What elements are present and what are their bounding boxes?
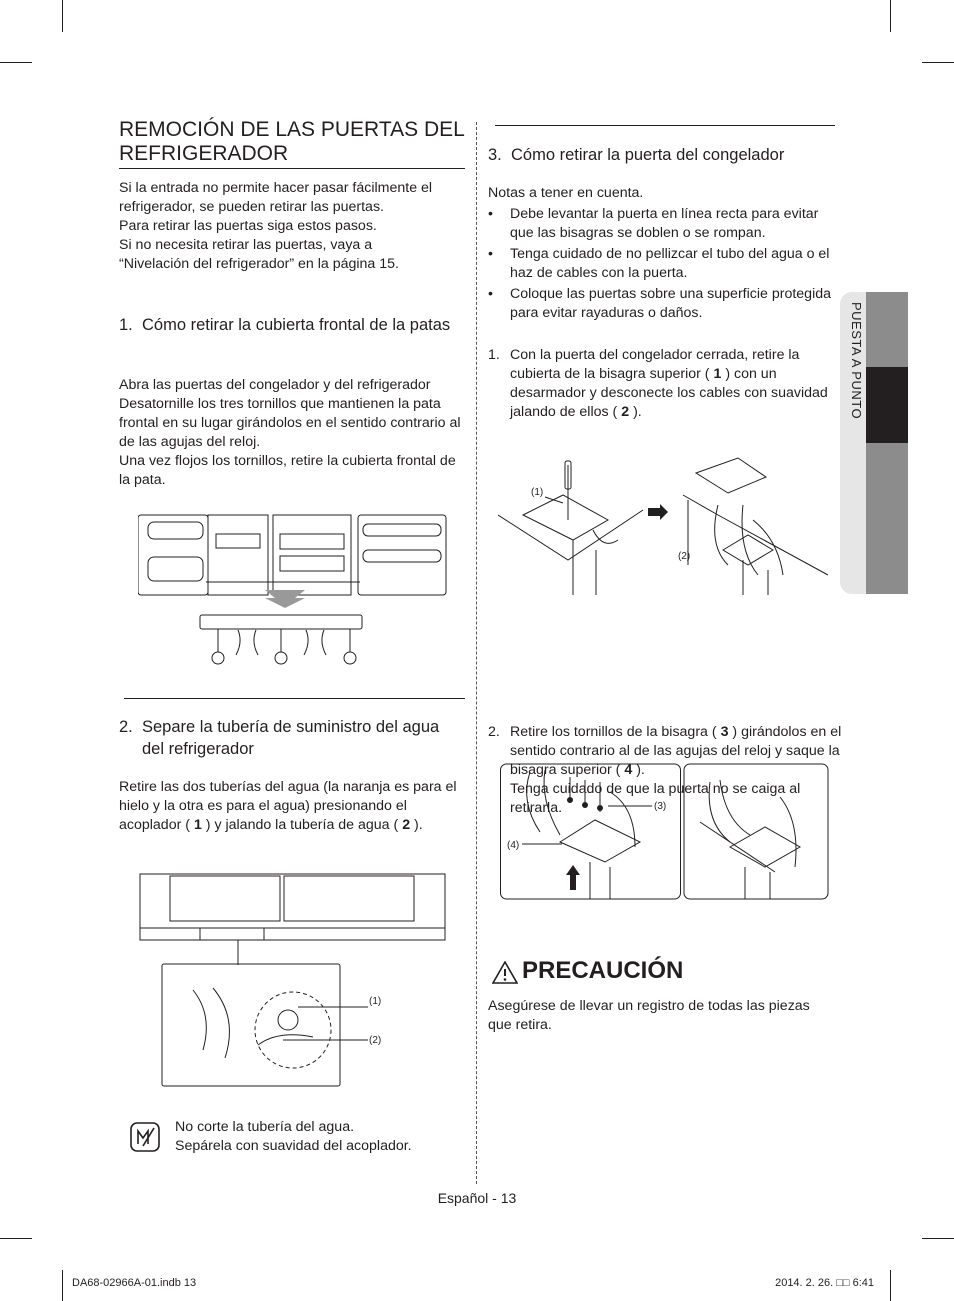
intro-paragraph: Si la entrada no permite hacer pasar fácilmente el refrigerador, se pueden retirar las puertas. — [119, 180, 433, 215]
section2-heading — [119, 716, 465, 760]
step-text: Tenga cuidado de que la puerta no se caiga al retirarla. — [510, 781, 801, 816]
side-tab-label: PUESTA A PUNTO — [849, 302, 864, 420]
section2-body — [119, 778, 465, 835]
fridge-leg-cover-figure — [138, 512, 448, 680]
section3-notes — [488, 184, 833, 323]
step-1 — [488, 346, 833, 422]
section2-body-text: ) y jalando la tubería de agua ( — [205, 817, 399, 833]
intro-text — [119, 179, 465, 274]
section1-body — [119, 376, 465, 490]
step-text: Retire los tornillos de la bisagra ( — [510, 724, 717, 740]
crop-mark — [890, 0, 891, 32]
step-text: ). — [636, 762, 645, 778]
note-line: No corte la tubería del agua. — [175, 1119, 355, 1135]
section2-number: 2. — [119, 718, 133, 736]
section2-body-text: Retire las dos tuberías del agua (la naranja es para el hielo y la otra es para el agua) presionando el acoplador ( — [119, 779, 457, 833]
note-icon — [130, 1122, 160, 1152]
ref-2: 2 — [402, 817, 411, 833]
ref-1: 1 — [713, 366, 722, 382]
section1-paragraph: Una vez flojos los tornillos, retire la cubierta frontal de la pata. — [119, 453, 456, 488]
bullet-text: Debe levantar la puerta en línea recta para evitar que las bisagras se doblen o se rompan. — [510, 206, 819, 241]
intro-paragraph: Si no necesita retirar las puertas, vaya a “Nivelación del refrigerador” en la página 15. — [119, 237, 399, 272]
bullet-text: Coloque las puertas sobre una superficie protegida para evitar rayaduras o daños. — [510, 286, 831, 321]
step-number: 2. — [488, 724, 500, 740]
callout-3: (3) — [654, 801, 667, 812]
crop-mark — [0, 1238, 32, 1239]
list-item: • Debe levantar la puerta en línea recta para evitar que las bisagras se doblen o se rompan. — [488, 206, 819, 241]
ref-4: 4 — [624, 762, 633, 778]
callout-1: (1) — [531, 487, 544, 498]
note-line: Sepárela con suavidad del acoplador. — [175, 1138, 412, 1154]
caution-title: PRECAUCIÓN — [522, 957, 684, 984]
divider — [495, 125, 835, 126]
section3-heading — [488, 144, 834, 166]
crop-mark — [922, 62, 954, 63]
step-text: ) con un desarmador y desconecte los cables con suavidad jalando de ellos ( — [510, 366, 828, 420]
section3-title: Cómo retirar la puerta del congelador — [511, 146, 785, 164]
hinge-removal-figure — [500, 762, 830, 902]
step-number: 1. — [488, 347, 500, 363]
print-file-info: DA68-02966A-01.indb 13 — [72, 1277, 197, 1289]
page-title: REMOCIÓN DE LAS PUERTAS DEL REFRIGERADOR — [119, 118, 465, 169]
caution-text: Asegúrese de llevar un registro de todas las piezas que retira. — [488, 998, 810, 1033]
note-box — [130, 1118, 465, 1158]
step-text: ). — [633, 404, 642, 420]
caution-block — [488, 956, 834, 1035]
crop-mark — [922, 1238, 954, 1239]
hinge-cover-figure — [498, 455, 828, 600]
print-date-info: 2014. 2. 26. □□ 6:41 — [775, 1277, 874, 1289]
ref-1: 1 — [193, 817, 202, 833]
callout-1: (1) — [369, 996, 382, 1007]
step-text: ) girándolos en el sentido contrario al de las agujas del reloj y saque la bisagra superior ( — [510, 724, 842, 778]
section-side-tab — [840, 292, 908, 594]
list-item: • Coloque las puertas sobre una superficie protegida para evitar rayaduras o daños. — [488, 286, 831, 321]
notes-intro: Notas a tener en cuenta. — [488, 185, 644, 201]
callout-4: (4) — [507, 840, 520, 851]
intro-paragraph: Para retirar las puertas siga estos pasos. — [119, 218, 377, 234]
step-text: Con la puerta del congelador cerrada, retire la cubierta de la bisagra superior ( — [510, 347, 800, 382]
divider — [124, 698, 465, 699]
ref-3: 3 — [720, 724, 729, 740]
list-item: • Tenga cuidado de no pellizcar el tubo del agua o el haz de cables con la puerta. — [488, 246, 830, 281]
crop-mark — [62, 0, 63, 32]
warning-triangle-icon — [492, 961, 518, 984]
section1-number: 1. — [119, 316, 133, 334]
crop-mark — [0, 62, 32, 63]
section2-title: Separe la tubería de suministro del agua del refrigerador — [142, 718, 440, 758]
section3-number: 3. — [488, 146, 502, 164]
section1-heading — [119, 314, 465, 336]
callout-2: (2) — [678, 551, 691, 562]
bullet-text: Tenga cuidado de no pellizcar el tubo del agua o el haz de cables con la puerta. — [510, 246, 830, 281]
ref-2: 2 — [621, 404, 630, 420]
section1-title: Cómo retirar la cubierta frontal de la patas — [142, 316, 451, 334]
crop-mark — [62, 1270, 63, 1301]
section2-body-text: ). — [414, 817, 423, 833]
crop-mark — [890, 1270, 891, 1301]
column-divider — [476, 122, 477, 1184]
bullet-list — [488, 205, 833, 323]
water-pipe-figure — [138, 870, 448, 1090]
callout-2: (2) — [369, 1035, 382, 1046]
section1-paragraph: Abra las puertas del congelador y del refrigerador Desatornille los tres tornillos que mantienen la pata frontal en su lugar girándolos en el sentido contrario al de las agujas del reloj. — [119, 377, 461, 450]
page-number: Español - 13 — [437, 1190, 517, 1206]
